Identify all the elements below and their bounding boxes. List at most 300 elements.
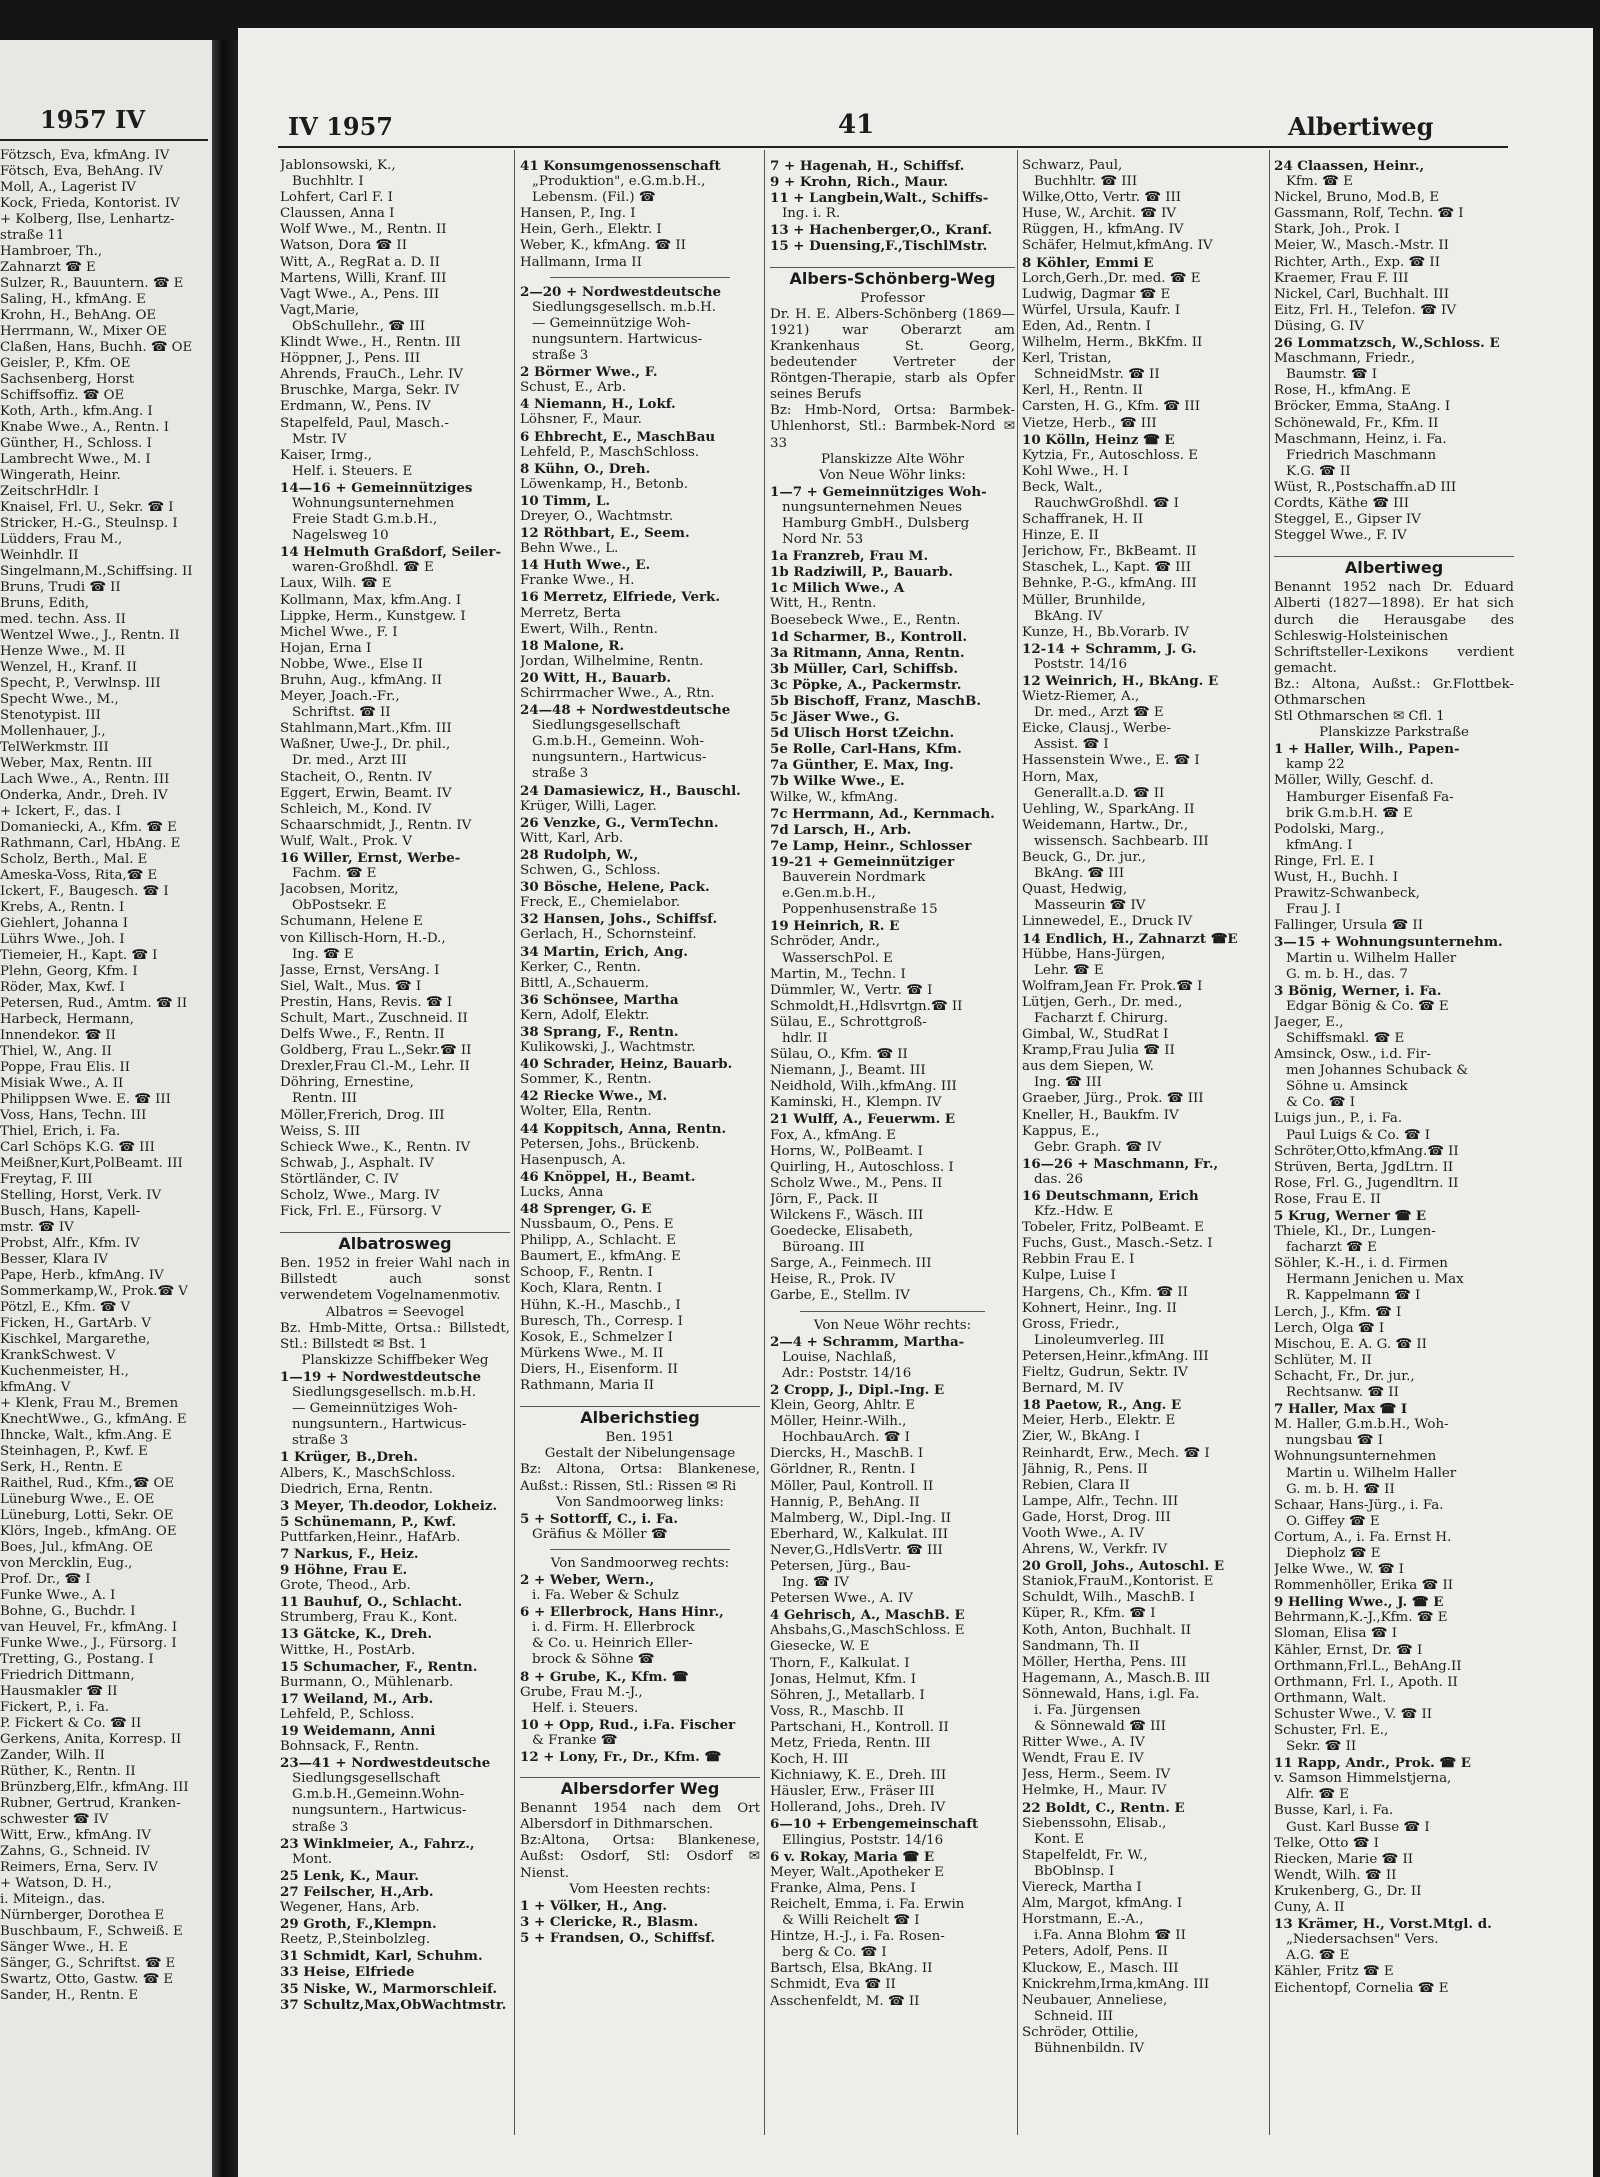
left-entry: Ficken, H., GartArb. V [0, 1316, 151, 1331]
resident-entry: Vagt,Marie, [280, 302, 360, 318]
resident-entry: Schirrmacher Wwe., A., Rtn. [520, 686, 715, 701]
resident-entry: Wilhelm, Herm., BkKfm. II [1022, 335, 1203, 351]
resident-entry: nungsuntern. Hartwicus- [532, 331, 703, 347]
house-number-entry: 5 + Frandsen, O., Schiffsf. [520, 1929, 716, 1946]
house-number-entry: 21 Wulff, A., Feuerwm. E [770, 1111, 956, 1128]
resident-entry: Sloman, Elisa ☎ I [1274, 1626, 1398, 1642]
left-entry: Zahns, G., Schneid. IV [0, 1844, 151, 1859]
left-entry: Fötzsch, Eva, kfmAng. IV [0, 148, 170, 163]
resident-entry: WasserschPol. E [782, 950, 893, 966]
resident-entry: Ellingius, Poststr. 14/16 [782, 1832, 944, 1848]
left-entry: Buschbaum, F., Schweiß. E [0, 1924, 183, 1939]
resident-entry: Meier, Herb., Elektr. E [1022, 1413, 1176, 1429]
house-number-entry: 20 Witt, H., Bauarb. [520, 669, 672, 686]
resident-entry: Bruschke, Marga, Sekr. IV [280, 383, 460, 399]
resident-entry: Schleich, M., Kond. IV [280, 801, 432, 817]
left-entry: Lüneburg, Lotti, Sekr. OE [0, 1508, 174, 1523]
resident-entry: Beuck, G., Dr. jur., [1022, 850, 1146, 866]
house-number-entry: 16 Merretz, Elfriede, Verk. [520, 589, 720, 606]
resident-entry: Friedrich Maschmann [1286, 447, 1437, 463]
resident-entry: Siebenssohn, Elisab., [1022, 1815, 1167, 1831]
page-number: 41 [838, 110, 875, 140]
left-entry: P. Fickert & Co. ☎ II [0, 1716, 142, 1731]
left-entry: Klörs, Ingeb., kfmAng. OE [0, 1524, 177, 1539]
resident-entry: Koch, H. III [770, 1752, 849, 1768]
resident-entry: Weber, K., kfmAng. ☎ II [520, 238, 686, 254]
resident-entry: Kerker, C., Rentn. [520, 959, 641, 975]
resident-entry: Diepholz ☎ E [1286, 1545, 1381, 1561]
resident-entry: Rebbin Frau E. I [1022, 1252, 1135, 1268]
resident-entry: Wilke, W., kfmAng. [770, 789, 898, 805]
house-number-entry: 23—41 + Nordwestdeutsche [280, 1755, 491, 1772]
resident-entry: Lütjen, Gerh., Dr. med., [1022, 994, 1183, 1010]
left-entry: Wingerath, Heinr. [0, 468, 121, 483]
resident-entry: nungsuntern., Hartwicus- [292, 1803, 467, 1819]
resident-entry: e.Gen.m.b.H., [782, 886, 876, 902]
resident-entry: Mürkens Wwe., M. II [520, 1345, 664, 1361]
house-number-entry: 7d Larsch, H., Arb. [770, 821, 912, 838]
resident-entry: Hansen, P., Ing. I [520, 206, 636, 222]
resident-entry: Kunze, H., Bb.Vorarb. IV [1022, 624, 1189, 640]
resident-entry: Löwenkamp, H., Betonb. [520, 476, 688, 492]
left-entry: Philippsen Wwe. E. ☎ III [0, 1092, 171, 1107]
resident-entry: Schust, E., Arb. [520, 380, 627, 396]
resident-entry: straße 3 [532, 348, 589, 364]
resident-entry: & Co. ☎ I [1286, 1095, 1355, 1111]
resident-entry: Stahlmann,Mart.,Kfm. III [280, 721, 452, 737]
house-number-entry: 15 Schumacher, F., Rentn. [280, 1658, 478, 1675]
house-number-entry: 41 Konsumgenossenschaft [520, 158, 721, 174]
resident-entry: Diers, H., Eisenform. II [520, 1361, 678, 1377]
resident-entry: M. Haller, G.m.b.H., Woh- [1274, 1417, 1449, 1433]
resident-entry: Podolski, Marg., [1274, 821, 1385, 837]
resident-entry: hdlr. II [782, 1030, 828, 1046]
street-note: Professor [860, 290, 925, 306]
resident-entry: straße 3 [292, 1433, 349, 1449]
resident-entry: Quirling, H., Autoschloss. I [770, 1159, 954, 1175]
resident-entry: Höppner, J., Pens. III [280, 351, 421, 367]
resident-entry: Lehfeld, P., MaschSchloss. [520, 444, 700, 460]
house-number-entry: 17 Weiland, M., Arb. [280, 1690, 434, 1707]
resident-entry: Masseurin ☎ IV [1034, 898, 1146, 914]
resident-entry: G.m.b.H., Gemeinn. Woh- [532, 734, 705, 750]
resident-entry: G.m.b.H.,Gemeinn.Wohn- [292, 1787, 465, 1803]
resident-entry: Cordts, Käthe ☎ III [1274, 495, 1410, 511]
resident-entry: Alfr. ☎ E [1286, 1787, 1350, 1803]
house-number-entry: 8 Köhler, Emmi E [1022, 254, 1154, 271]
left-entry: Funke Wwe., A. I [0, 1588, 116, 1603]
resident-entry: Jordan, Wilhelmine, Rentn. [520, 653, 704, 669]
house-number-entry: 6 Ehbrecht, E., MaschBau [520, 428, 716, 445]
resident-entry: Alm, Margot, kfmAng. I [1022, 1896, 1183, 1912]
resident-entry: Dreyer, O., Wachtmstr. [520, 508, 674, 524]
resident-entry: Fuchs, Gust., Masch.-Setz. I [1022, 1236, 1213, 1252]
house-number-entry: 7 Narkus, F., Heiz. [280, 1545, 419, 1562]
resident-entry: Lippke, Herm., Kunstgew. I [280, 608, 466, 624]
resident-entry: Never,G.,HdlsVertr. ☎ III [770, 1542, 943, 1558]
left-entry: Bohne, G., Buchdr. I [0, 1604, 136, 1619]
resident-entry: Albers, K., MaschSchloss. [280, 1465, 456, 1481]
street-description: Bz:Altona, Ortsa: Blankenese, Außst: Osdorf, Stl: Osdorf ✉ Nienst. [520, 1833, 760, 1881]
resident-entry: Söhren, J., Metallarb. I [770, 1687, 925, 1703]
column-divider [1017, 150, 1018, 2135]
resident-entry: Helf. i. Steuers. E [292, 463, 413, 479]
resident-entry: Carsten, H. G., Kfm. ☎ III [1022, 399, 1201, 415]
resident-entry: BkAng. IV [1034, 608, 1103, 624]
house-number-entry: 4 Gehrisch, A., MaschB. E [770, 1607, 965, 1624]
section-separator [550, 1549, 730, 1550]
resident-entry: BbOblnsp. I [1034, 1863, 1115, 1879]
resident-entry: Strüven, Berta, JgdLtrn. II [1274, 1159, 1454, 1175]
resident-entry: Siedlungsgesellsch. m.b.H. [532, 299, 717, 315]
resident-entry: Diercks, H., MaschB. I [770, 1446, 924, 1462]
resident-entry: Huse, W., Archit. ☎ IV [1022, 206, 1177, 222]
house-number-entry: 1c Milich Wwe., A [770, 580, 905, 597]
resident-entry: Lerch, Olga ☎ I [1274, 1320, 1385, 1336]
house-number-entry: 12-14 + Schramm, J. G. [1022, 640, 1197, 657]
resident-entry: & Willi Reichelt ☎ I [782, 1913, 920, 1929]
resident-entry: Nobbe, Wwe., Else II [280, 656, 423, 672]
left-entry: Stelling, Horst, Verk. IV [0, 1188, 162, 1203]
resident-entry: Wolter, Ella, Rentn. [520, 1104, 652, 1120]
resident-entry: Freck, E., Chemielabor. [520, 895, 681, 911]
house-number-entry: 9 Helling Wwe., J. ☎ E [1274, 1594, 1444, 1611]
house-number-entry: 27 Feilscher, H.,Arb. [280, 1883, 434, 1900]
house-number-entry: 7 + Hagenah, H., Schiffsf. [770, 158, 965, 174]
resident-entry: Knickrehm,Irma,kmAng. III [1022, 1976, 1210, 1992]
resident-entry: Horn, Max, [1022, 769, 1099, 785]
resident-entry: Reetz, P.,Steinbolzleg. [280, 1932, 431, 1948]
resident-entry: Watson, Dora ☎ II [280, 238, 407, 254]
resident-entry: Kähler, Fritz ☎ E [1274, 1964, 1394, 1980]
resident-entry: Hamburg GmbH., Dulsberg [782, 515, 970, 531]
resident-entry: Hagemann, A., Masch.B. III [1022, 1670, 1211, 1686]
house-number-entry: 31 Schmidt, Karl, Schuhm. [280, 1948, 483, 1965]
resident-entry: Maschmann, Friedr., [1274, 351, 1416, 367]
resident-entry: Häusler, Erw., Fräser III [770, 1784, 935, 1800]
resident-entry: SchneidMstr. ☎ II [1034, 367, 1160, 383]
resident-entry: Steggel, E., Gipser IV [1274, 512, 1421, 528]
left-entry: + Watson, D. H., [0, 1876, 112, 1891]
resident-entry: Goedecke, Elisabeth, [770, 1224, 914, 1240]
left-entry: Lüneburg Wwe., E. OE [0, 1492, 155, 1507]
resident-entry: Staschek, L., Kapt. ☎ III [1022, 560, 1192, 576]
house-number-entry: 5 + Sottorff, C., i. Fa. [520, 1510, 679, 1527]
house-number-entry: 1 + Völker, H., Ang. [520, 1897, 668, 1914]
left-entry: KrankSchwest. V [0, 1348, 116, 1363]
resident-entry: Koth, Anton, Buchhalt. II [1022, 1622, 1192, 1638]
house-number-entry: 1—19 + Nordwestdeutsche [280, 1368, 481, 1385]
resident-entry: Claussen, Anna I [280, 206, 395, 222]
resident-entry: Schwab, J., Asphalt. IV [280, 1155, 434, 1171]
house-number-entry: 8 Kühn, O., Dreh. [520, 460, 651, 477]
resident-entry: Neubauer, Anneliese, [1022, 1992, 1168, 2008]
street-note: Albatros = Seevogel [325, 1304, 465, 1320]
resident-entry: Eitz, Frl. H., Telefon. ☎ IV [1274, 302, 1457, 318]
resident-entry: Rathmann, Maria II [520, 1378, 655, 1394]
resident-entry: Görldner, R., Rentn. I [770, 1462, 916, 1478]
resident-entry: Krüger, Willi, Lager. [520, 798, 657, 814]
directory-page [238, 28, 1593, 2177]
resident-entry: Möller, Willy, Geschf. d. [1274, 773, 1434, 789]
resident-entry: Weiss, S. III [280, 1123, 361, 1139]
resident-entry: Orthmann, Frl. I., Apoth. II [1274, 1674, 1458, 1690]
resident-entry: Gimbal, W., StudRat I [1022, 1027, 1169, 1043]
house-number-entry: 11 Rapp, Andr., Prok. ☎ E [1274, 1755, 1471, 1772]
resident-entry: Eden, Ad., Rentn. I [1022, 318, 1151, 334]
house-number-entry: 13 Krämer, H., Vorst.Mtgl. d. [1274, 1916, 1492, 1933]
resident-entry: Hein, Gerh., Elektr. I [520, 222, 662, 238]
left-entry: TelWerkmstr. III [0, 740, 109, 755]
resident-entry: Kulikowski, J., Wachtmstr. [520, 1040, 696, 1056]
house-number-entry: 19 Weidemann, Anni [280, 1723, 436, 1739]
left-entry: Gerkens, Anita, Korresp. II [0, 1732, 182, 1747]
resident-entry: Ludwig, Dagmar ☎ E [1022, 286, 1171, 302]
left-entry: Tiemeier, H., Kapt. ☎ I [0, 948, 158, 963]
house-number-entry: 2 Cropp, J., Dipl.-Ing. E [770, 1381, 945, 1398]
resident-entry: Hallmann, Irma II [520, 254, 642, 270]
resident-entry: Küper, R., Kfm. ☎ I [1022, 1606, 1156, 1622]
resident-entry: Wittke, H., PostArb. [280, 1642, 416, 1658]
resident-entry: Hassenstein Wwe., E. ☎ I [1022, 753, 1200, 769]
resident-entry: men Johannes Schuback & [1286, 1063, 1469, 1079]
house-number-entry: 7b Wilke Wwe., E. [770, 773, 905, 790]
house-number-entry: 3 + Clericke, R., Blasm. [520, 1913, 699, 1930]
street-note: Von Neue Wöhr rechts: [813, 1317, 972, 1333]
resident-entry: Hargens, Ch., Kfm. ☎ II [1022, 1284, 1188, 1300]
house-number-entry: 37 Schultz,Max,ObWachtmstr. [280, 1996, 507, 2013]
resident-entry: nungsuntern., Hartwicus- [532, 750, 707, 766]
resident-entry: Schult, Mart., Zuschneid. II [280, 1010, 468, 1026]
left-entry: Swartz, Otto, Gastw. ☎ E [0, 1972, 174, 1987]
resident-entry: Jähnig, R., Pens. II [1022, 1461, 1148, 1477]
resident-entry: Linoleumverleg. III [1034, 1332, 1165, 1348]
house-number-entry: 8 + Grube, K., Kfm. ☎ [520, 1668, 689, 1685]
resident-entry: ObPostsekr. E [292, 898, 387, 914]
house-number-entry: 3 Bönig, Werner, i. Fa. [1274, 982, 1442, 999]
resident-entry: Helf. i. Steuers. [532, 1700, 639, 1716]
resident-entry: Kerl, H., Rentn. II [1022, 383, 1143, 399]
left-entry: Moll, A., Lagerist IV [0, 180, 136, 195]
left-entry: Busch, Hans, Kapell- [0, 1204, 141, 1219]
resident-entry: Kohl Wwe., H. I [1022, 463, 1129, 479]
resident-entry: Kneller, H., Baukfm. IV [1022, 1107, 1179, 1123]
resident-entry: Döhring, Ernestine, [280, 1075, 414, 1091]
resident-entry: Schneid. III [1034, 2008, 1114, 2024]
left-entry: Schiffsoffiz. ☎ OE [0, 388, 125, 403]
resident-entry: Linnewedel, E., Druck IV [1022, 914, 1193, 930]
resident-entry: Erdmann, W., Pens. IV [280, 399, 431, 415]
resident-entry: Ewert, Wilh., Rentn. [520, 621, 658, 637]
resident-entry: Witt, A., RegRat a. D. II [280, 254, 440, 270]
resident-entry: Kulpe, Luise I [1022, 1268, 1116, 1284]
resident-entry: Frau J. I [1286, 902, 1341, 918]
resident-entry: Behn Wwe., L. [520, 541, 619, 557]
resident-entry: Thiele, Kl., Dr., Lungen- [1274, 1224, 1436, 1240]
resident-entry: Hühn, K.-H., Maschb., I [520, 1297, 681, 1313]
resident-entry: Meyer, Walt.,Apotheker E [770, 1864, 945, 1880]
resident-entry: kamp 22 [1286, 757, 1345, 773]
left-page-column [0, 148, 210, 2004]
left-entry: Freytag, F. III [0, 1172, 93, 1187]
house-number-entry: 1a Franzreb, Frau M. [770, 548, 929, 565]
street-note: Planskizze Alte Wöhr [821, 451, 964, 467]
left-entry: Hausmakler ☎ II [0, 1684, 118, 1699]
house-number-entry: 10 Kölln, Heinz ☎ E [1022, 431, 1175, 448]
resident-entry: Cuny, A. II [1274, 1900, 1345, 1916]
resident-entry: Busse, Karl, i. Fa. [1274, 1803, 1394, 1819]
resident-entry: Petersen, Johs., Brückenb. [520, 1136, 700, 1152]
resident-entry: Wilke,Otto, Vertr. ☎ III [1022, 190, 1182, 206]
page-header [238, 28, 1593, 158]
resident-entry: Kfz.-Hdw. E [1034, 1204, 1114, 1220]
resident-entry: Sarge, A., Feinmech. III [770, 1256, 932, 1272]
resident-entry: Kaminski, H., Klempn. IV [770, 1095, 942, 1111]
left-entry: van Heuvel, Fr., kfmAng. I [0, 1620, 178, 1635]
column-2 [520, 158, 760, 1946]
left-entry: Friedrich Dittmann, [0, 1668, 135, 1683]
resident-entry: Gräfius & Möller ☎ [532, 1526, 668, 1542]
left-entry: Sommerkamp,W., Prok.☎ V [0, 1284, 188, 1299]
resident-entry: Fick, Frl. E., Fürsorg. V [280, 1204, 442, 1220]
resident-entry: Schwen, G., Schloss. [520, 863, 661, 879]
resident-entry: Möller, Hertha, Pens. III [1022, 1654, 1187, 1670]
resident-entry: Ing. ☎ IV [782, 1575, 849, 1591]
street-heading: Alberichstieg [520, 1406, 760, 1426]
resident-entry: Hamburger Eisenfaß Fa- [1286, 789, 1454, 805]
resident-entry: Cortum, A., i. Fa. Ernst H. [1274, 1529, 1452, 1545]
house-number-entry: 5e Rolle, Carl-Hans, Kfm. [770, 741, 962, 758]
resident-entry: Bohnsack, F., Rentn. [280, 1739, 419, 1755]
resident-entry: Jess, Herm., Seem. IV [1022, 1767, 1171, 1783]
resident-entry: Peters, Adolf, Pens. II [1022, 1944, 1168, 1960]
resident-entry: Eicke, Clausj., Werbe- [1022, 721, 1172, 737]
resident-entry: Baumstr. ☎ I [1286, 367, 1378, 383]
resident-entry: Siedlungsgesellschaft [532, 718, 681, 734]
resident-entry: Klein, Georg, Ahltr. E [770, 1398, 915, 1414]
resident-entry: „Produktion", e.G.m.b.H., [532, 174, 706, 190]
resident-entry: Prestin, Hans, Revis. ☎ I [280, 994, 453, 1010]
resident-entry: Kramp,Frau Julia ☎ II [1022, 1043, 1175, 1059]
resident-entry: Witt, Karl, Arb. [520, 830, 624, 846]
street-note: Ben. 1951 [605, 1430, 675, 1446]
resident-entry: Paul Luigs & Co. ☎ I [1286, 1127, 1431, 1143]
resident-entry: — Gemeinnützige Woh- [532, 315, 691, 331]
house-number-entry: 36 Schönsee, Martha [520, 991, 679, 1008]
left-entry: Ickert, F., Baugesch. ☎ I [0, 884, 169, 899]
left-entry: Henze Wwe., M. II [0, 644, 126, 659]
left-entry: Krebs, A., Rentn. I [0, 900, 125, 915]
resident-entry: Kichniawy, K. E., Dreh. III [770, 1768, 947, 1784]
resident-entry: Rose, Frl. G., Jugendltrn. II [1274, 1175, 1459, 1191]
resident-entry: Grube, Frau M.-J., [520, 1684, 643, 1700]
resident-entry: Wegener, Hans, Arb. [280, 1900, 420, 1916]
left-entry: Reimers, Erna, Serv. IV [0, 1860, 158, 1875]
resident-entry: Krukenberg, G., Dr. II [1274, 1883, 1422, 1899]
house-number-entry: 13 Gätcke, K., Dreh. [280, 1626, 433, 1643]
section-separator [800, 1311, 985, 1312]
left-entry: Wentzel Wwe., J., Rentn. II [0, 628, 180, 643]
left-entry: kfmAng. V [0, 1380, 71, 1395]
street-description: Bz: Altona, Ortsa: Blankenese, Außst.: Rissen, Stl.: Rissen ✉ Ri [520, 1462, 760, 1494]
house-number-entry: 5b Bischoff, Franz, MaschB. [770, 693, 981, 709]
resident-entry: Staniok,FrauM.,Kontorist. E [1022, 1574, 1214, 1590]
resident-entry: Löhsner, F., Maur. [520, 412, 642, 428]
resident-entry: Schmoldt,H.,Hdlsvrtgn.☎ II [770, 998, 963, 1014]
resident-entry: Schoop, F., Rentn. I [520, 1265, 653, 1281]
resident-entry: facharzt ☎ E [1286, 1240, 1377, 1256]
house-number-entry: 25 Lenk, K., Maur. [280, 1867, 419, 1884]
left-entry: Zahnarzt ☎ E [0, 260, 96, 275]
left-page-rule [0, 139, 208, 141]
resident-entry: Nickel, Bruno, Mod.B, E [1274, 190, 1440, 206]
house-number-entry: 5d Ulisch Horst tZeichn. [770, 725, 955, 742]
left-entry: + Klenk, Frau M., Bremen [0, 1396, 179, 1411]
left-entry: Giehlert, Johanna I [0, 916, 128, 931]
resident-entry: Möller, Paul, Kontroll. II [770, 1478, 934, 1494]
house-number-entry: 18 Paetow, R., Ang. E [1022, 1397, 1182, 1414]
left-entry: Stricker, H.-G., Steulnsp. I [0, 516, 178, 531]
resident-entry: Malmberg, W., Dipl.-Ing. II [770, 1510, 952, 1526]
resident-entry: Siedlungsgesellschaft [292, 1771, 441, 1787]
house-number-entry: 14 Helmuth Graßdorf, Seiler- [280, 544, 502, 561]
resident-entry: Fox, A., kfmAng. E [770, 1127, 897, 1143]
column-divider [764, 150, 765, 2135]
resident-entry: Schriftst. ☎ II [292, 705, 391, 721]
resident-entry: Möller,Frerich, Drog. III [280, 1107, 445, 1123]
house-number-entry: 23 Winklmeier, A., Fahrz., [280, 1835, 475, 1852]
resident-entry: Hollerand, Johs., Dreh. IV [770, 1800, 946, 1816]
resident-entry: Wohnungsunternehmen [1274, 1449, 1437, 1465]
resident-entry: Scholz Wwe., M., Pens. II [770, 1175, 943, 1191]
left-page-fragment [0, 40, 212, 2177]
resident-entry: Facharzt f. Chirurg. [1034, 1010, 1168, 1026]
resident-entry: Viereck, Martha I [1022, 1880, 1142, 1896]
left-entry: Stenotypist. III [0, 708, 101, 723]
resident-entry: straße 3 [292, 1819, 349, 1835]
resident-entry: Wendt, Wilh. ☎ II [1274, 1867, 1397, 1883]
resident-entry: Waßner, Uwe-J., Dr. phil., [280, 737, 451, 753]
house-number-entry: 7e Lamp, Heinr., Schlosser [770, 837, 972, 854]
left-entry: Sänger Wwe., H. E [0, 1940, 128, 1955]
resident-entry: Vooth Wwe., A. IV [1022, 1525, 1144, 1541]
left-entry: Specht, P., Verwlnsp. III [0, 676, 161, 691]
left-entry: Onderka, Andr., Dreh. IV [0, 788, 168, 803]
resident-entry: Reinhardt, Erw., Mech. ☎ I [1022, 1445, 1210, 1461]
resident-entry: Siedlungsgesellsch. m.b.H. [292, 1385, 477, 1401]
house-number-entry: 20 Groll, Johs., Autoschl. E [1022, 1558, 1225, 1575]
left-entry: Harbeck, Hermann, [0, 1012, 134, 1027]
resident-entry: Bartsch, Elsa, BkAng. II [770, 1961, 933, 1977]
left-entry: Mollenhauer, J., [0, 724, 106, 739]
resident-entry: Nickel, Carl, Buchhalt. III [1274, 286, 1450, 302]
resident-entry: Drexler,Frau Cl.-M., Lehr. II [280, 1059, 470, 1075]
resident-entry: Beck, Walt., [1022, 479, 1103, 495]
street-description: Dr. H. E. Albers-Schönberg (1869—1921) war Oberarzt am Krankenhaus St. Georg, bedeutender Vertreter der Röntgen-Therapie, starb als Opfer seines Berufs [770, 306, 1015, 403]
left-entry: Lach Wwe., A., Rentn. III [0, 772, 170, 787]
street-description: Benannt 1952 nach Dr. Eduard Alberti (1827—1898). Er hat sich durch die Herausgabe des Schleswig-Holsteinischen Schriftsteller-Lexikons verdient gemacht. [1274, 580, 1514, 676]
resident-entry: Poppenhusenstraße 15 [782, 902, 938, 918]
house-number-entry: 12 Weinrich, H., BkAng. E [1022, 673, 1219, 689]
house-number-entry: 1d Scharmer, B., Kontroll. [770, 628, 968, 645]
house-number-entry: 14 Endlich, H., Zahnarzt ☎E [1022, 930, 1238, 947]
street-description: Bz.: Altona, Außst.: Gr.Flottbek-Othmarschen [1274, 676, 1514, 708]
resident-entry: Adr.: Poststr. 14/16 [782, 1365, 912, 1381]
resident-entry: Michel Wwe., F. I [280, 624, 398, 640]
resident-entry: Kern, Adolf, Elektr. [520, 1007, 650, 1023]
resident-entry: Müller, Brunhilde, [1022, 592, 1146, 608]
resident-entry: Diedrich, Erna, Rentn. [280, 1481, 434, 1497]
